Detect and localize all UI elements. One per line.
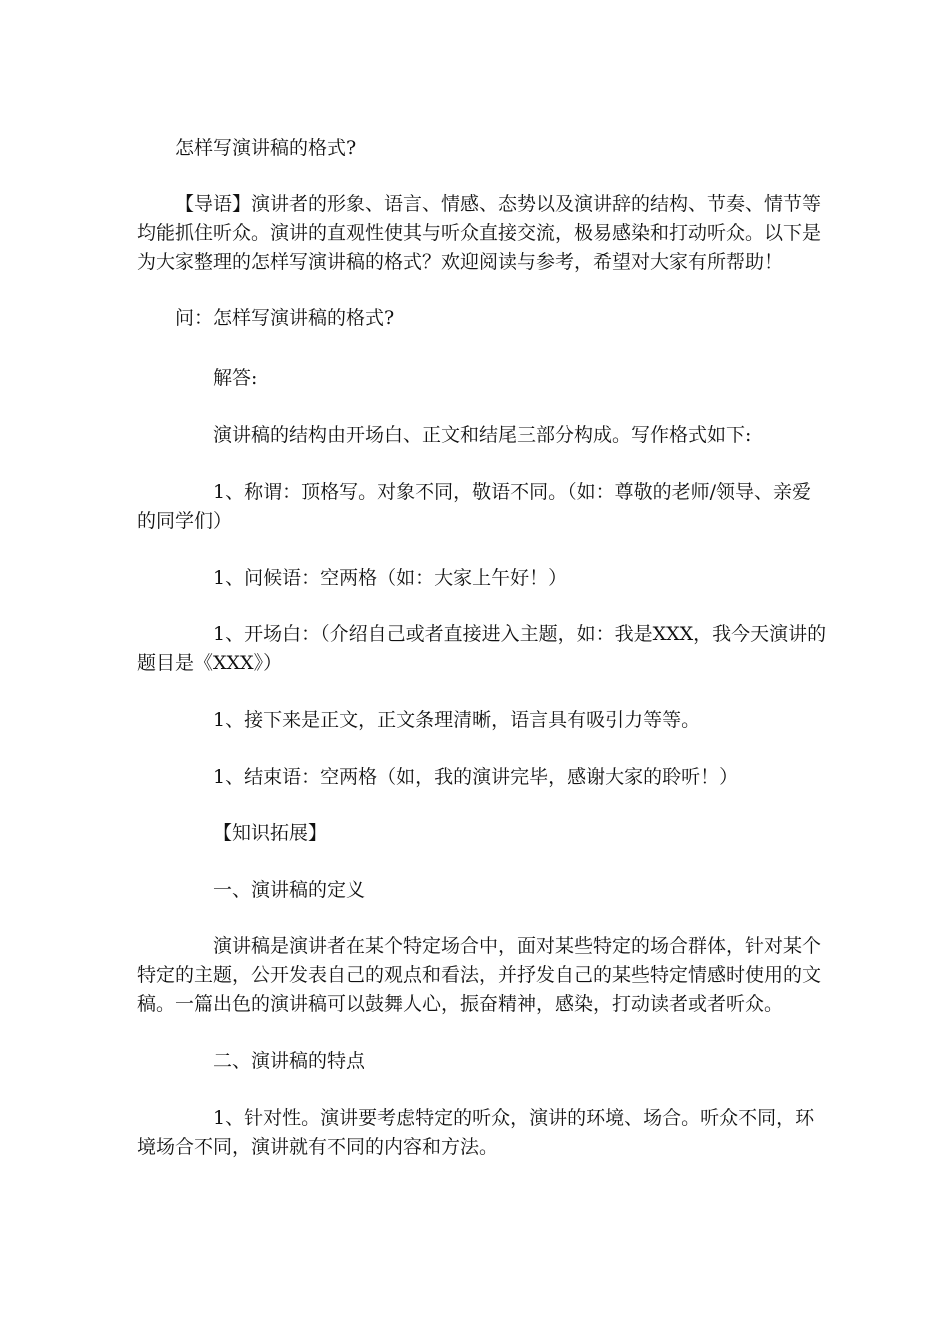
list-item: 1、接下来是正文，正文条理清晰，语言具有吸引力等等。 xyxy=(213,709,701,731)
question-line: 问：怎样写演讲稿的格式? xyxy=(175,307,395,329)
section-heading: 一、演讲稿的定义 xyxy=(213,879,366,901)
structure-paragraph: 演讲稿的结构由开场白、正文和结尾三部分构成。写作格式如下: xyxy=(213,424,752,446)
list-item: 1、问候语：空两格（如：大家上午好！） xyxy=(213,567,568,589)
section-heading: 二、演讲稿的特点 xyxy=(213,1050,366,1072)
intro-paragraph: 【导语】演讲者的形象、语言、情感、态势以及演讲辞的结构、节奏、情节等均能抓住听众。演讲的直观性使其与听众直接交流，极易感染和打动听众。以下是为大家整理的怎样写演讲稿的格式？欢迎阅读与参考，希望对大家有所帮助！ xyxy=(137,193,822,273)
extension-heading: 【知识拓展】 xyxy=(213,822,328,844)
document-title: 怎样写演讲稿的格式? xyxy=(175,137,357,159)
section-body: 1、针对性。演讲要考虑特定的听众，演讲的环境、场合。听众不同，环境场合不同，演讲就有不同的内容和方法。 xyxy=(137,1107,815,1158)
list-item: 1、结束语：空两格（如，我的演讲完毕，感谢大家的聆听！） xyxy=(213,766,739,788)
answer-label: 解答: xyxy=(213,367,258,389)
list-item: 1、开场白：（介绍自己或者直接进入主题，如：我是XXX，我今天演讲的题目是《XXX》） xyxy=(137,623,827,674)
section-body: 演讲稿是演讲者在某个特定场合中，面对某些特定的场合群体，针对某个特定的主题，公开发表自己的观点和看法，并抒发自己的某些特定情感时使用的文稿。一篇出色的演讲稿可以鼓舞人心，振奋精神，感染，打动读者或者听众。 xyxy=(137,935,822,1015)
list-item: 1、称谓：顶格写。对象不同，敬语不同。（如：尊敬的老师/领导、亲爱的同学们） xyxy=(137,481,811,532)
